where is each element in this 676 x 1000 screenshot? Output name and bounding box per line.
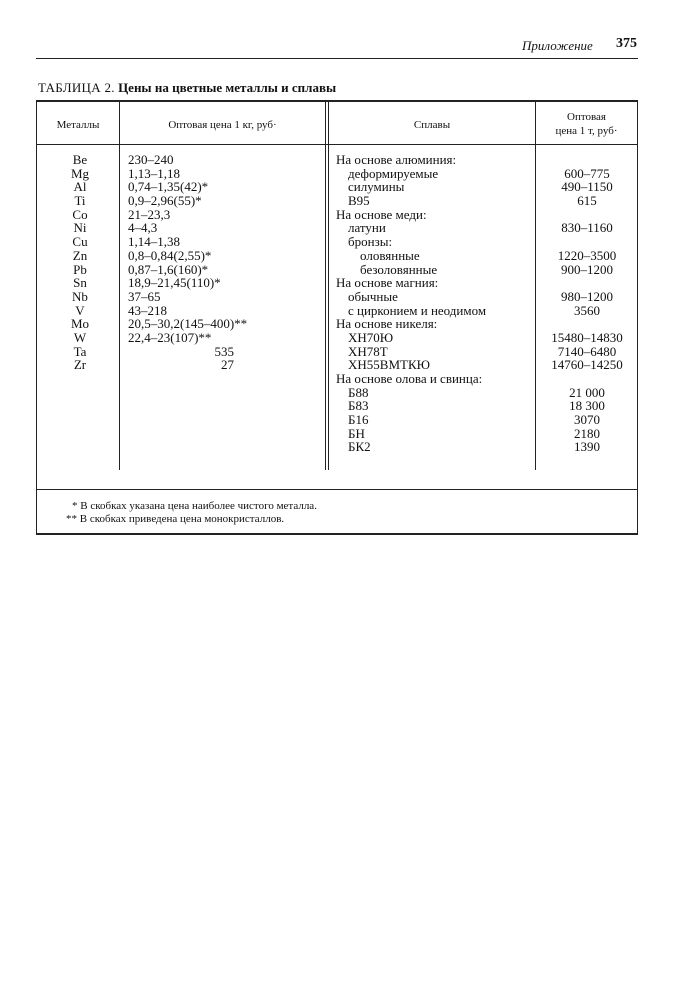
alloy-price-cell — [536, 153, 638, 167]
metal-price-cell: 535 — [214, 343, 234, 359]
metal-cell: Pb — [73, 261, 87, 277]
metal-price-cell: 21–23,3 — [128, 206, 171, 222]
metal-cell: Al — [73, 179, 87, 195]
alloy-group-heading: На основе меди: — [336, 206, 427, 222]
metal-cell: Ti — [74, 193, 86, 209]
alloy-cell: с цирконием и неодимом — [348, 302, 487, 318]
table-header-rule — [36, 144, 638, 145]
alloy-cell: БН — [348, 425, 365, 441]
footnote-double-asterisk: ** В скобках приведена цена монокристаллов. — [66, 513, 285, 525]
running-head-title: Приложение — [522, 38, 593, 53]
table-title: Цены на цветные металлы и сплавы — [118, 80, 337, 95]
alloy-price-cell — [536, 317, 638, 331]
alloy-cell: обычные — [348, 288, 398, 304]
alloy-price-cell — [536, 276, 638, 290]
alloy-cell: Б16 — [348, 412, 369, 428]
metal-cell: Cu — [72, 234, 88, 250]
metal-price-cell: 27 — [221, 357, 234, 373]
metal-cell: Mo — [70, 316, 90, 332]
column-divider-2a — [325, 100, 326, 470]
footnote-single-asterisk: * В скобках указана цена наиболее чистого металла. — [72, 500, 317, 512]
alloy-price-cell: 3560 — [574, 302, 600, 318]
alloy-cell: ХН78Т — [348, 343, 388, 359]
metal-cell: Sn — [73, 275, 87, 291]
alloy-cell: ХН70Ю — [348, 329, 394, 345]
table-caption — [38, 80, 336, 96]
metal-price-cell: 20,5–30,2(145–400)** — [128, 316, 248, 332]
alloy-cell: деформируемые — [348, 165, 439, 181]
alloy-price-cell: 7140–6480 — [557, 343, 617, 359]
metal-price-cell: 0,87–1,6(160)* — [128, 261, 209, 277]
metal-cell: Co — [72, 206, 88, 222]
alloy-cell: Б83 — [348, 398, 369, 414]
alloy-cell: В95 — [348, 193, 370, 209]
alloy-price-cell: 900–1200 — [561, 261, 613, 277]
table-top-rule — [36, 100, 638, 102]
alloy-cell: латуни — [348, 220, 386, 236]
metal-cell: Zn — [72, 247, 88, 263]
alloy-price-cell: 3070 — [574, 412, 600, 428]
table-left-border — [36, 100, 37, 534]
alloy-price-cell — [536, 372, 638, 386]
header-alloys: Сплавы — [413, 119, 451, 131]
metal-price-cell: 43–218 — [128, 302, 167, 318]
alloy-price-cell: 2180 — [574, 425, 600, 441]
alloy-cell: ХН55ВМТКЮ — [348, 357, 430, 373]
metal-cell: Be — [72, 152, 88, 167]
metal-price-cell: 1,14–1,38 — [128, 234, 180, 250]
metal-cell: Zr — [73, 357, 87, 373]
header-price-t-line2: цена 1 т, руб· — [555, 125, 618, 137]
alloy-price-cell — [536, 235, 638, 249]
column-divider-2b — [328, 100, 329, 470]
metal-price-cell: 230–240 — [128, 152, 174, 167]
alloy-group-heading: На основе магния: — [336, 275, 439, 291]
metal-cell: V — [75, 302, 85, 318]
alloy-group-heading: На основе олова и свинца: — [336, 371, 483, 386]
alloy-cell: безоловянные — [360, 261, 438, 277]
metal-price-cell: 37–65 — [128, 288, 161, 304]
header-price-t-line1: Оптовая — [567, 111, 606, 123]
alloys-column — [336, 153, 532, 454]
alloy-cell: Б88 — [348, 384, 369, 400]
metal-cell: Nb — [72, 288, 88, 304]
alloy-price-cell: 830–1160 — [561, 220, 613, 236]
metal-price-cell: 22,4–23(107)** — [128, 329, 212, 345]
alloy-cell: БК2 — [348, 439, 371, 455]
table-number: ТАБЛИЦА 2. — [38, 80, 115, 95]
alloy-price-cell: 1390 — [574, 439, 600, 455]
metal-price-cell: 0,8–0,84(2,55)* — [128, 247, 212, 263]
table-body-rule — [36, 489, 638, 490]
alloy-price-cell: 490–1150 — [561, 179, 613, 195]
alloy-price-cell: 980–1200 — [561, 288, 613, 304]
metal-cell: W — [73, 329, 87, 345]
page-number: 375 — [616, 36, 637, 51]
table-bottom-rule — [36, 533, 638, 535]
alloy-price-cell: 600–775 — [564, 165, 610, 181]
alloy-price-cell: 14760–14250 — [551, 357, 623, 373]
alloy-group-heading: На основе алюминия: — [336, 152, 457, 167]
alloy-cell: оловянные — [360, 247, 420, 263]
alloy-cell: силумины — [348, 179, 405, 195]
metal-cell: Ta — [73, 343, 87, 359]
metal-price-cell: 18,9–21,45(110)* — [128, 275, 221, 291]
header-metals: Металлы — [56, 119, 100, 131]
alloy-price-cell: 615 — [577, 193, 597, 209]
alloy-price-cell: 18 300 — [569, 398, 605, 414]
alloy-price-cell: 21 000 — [569, 384, 605, 400]
metal-price-cell: 0,74–1,35(42)* — [128, 179, 209, 195]
header-rule — [36, 58, 638, 59]
metal-price-cell: 1,13–1,18 — [128, 165, 180, 181]
alloy-price-cell: 15480–14830 — [551, 329, 623, 345]
alloy-price-cell — [536, 208, 638, 222]
alloy-prices-column — [536, 153, 638, 454]
metal-cell: Ni — [73, 220, 87, 236]
header-price-t — [536, 110, 637, 138]
metal-price-cell: 4–4,3 — [128, 220, 158, 236]
metal-prices-column — [128, 153, 318, 372]
alloy-group-heading: На основе никеля: — [336, 316, 438, 332]
alloy-cell: бронзы: — [348, 234, 393, 250]
metal-price-cell: 0,9–2,96(55)* — [128, 193, 202, 209]
alloy-price-cell: 1220–3500 — [557, 247, 617, 263]
column-divider-1 — [119, 100, 120, 470]
metal-cell: Mg — [70, 165, 90, 181]
metals-column — [48, 153, 112, 372]
header-price-kg: Оптовая цена 1 кг, руб· — [168, 119, 277, 131]
